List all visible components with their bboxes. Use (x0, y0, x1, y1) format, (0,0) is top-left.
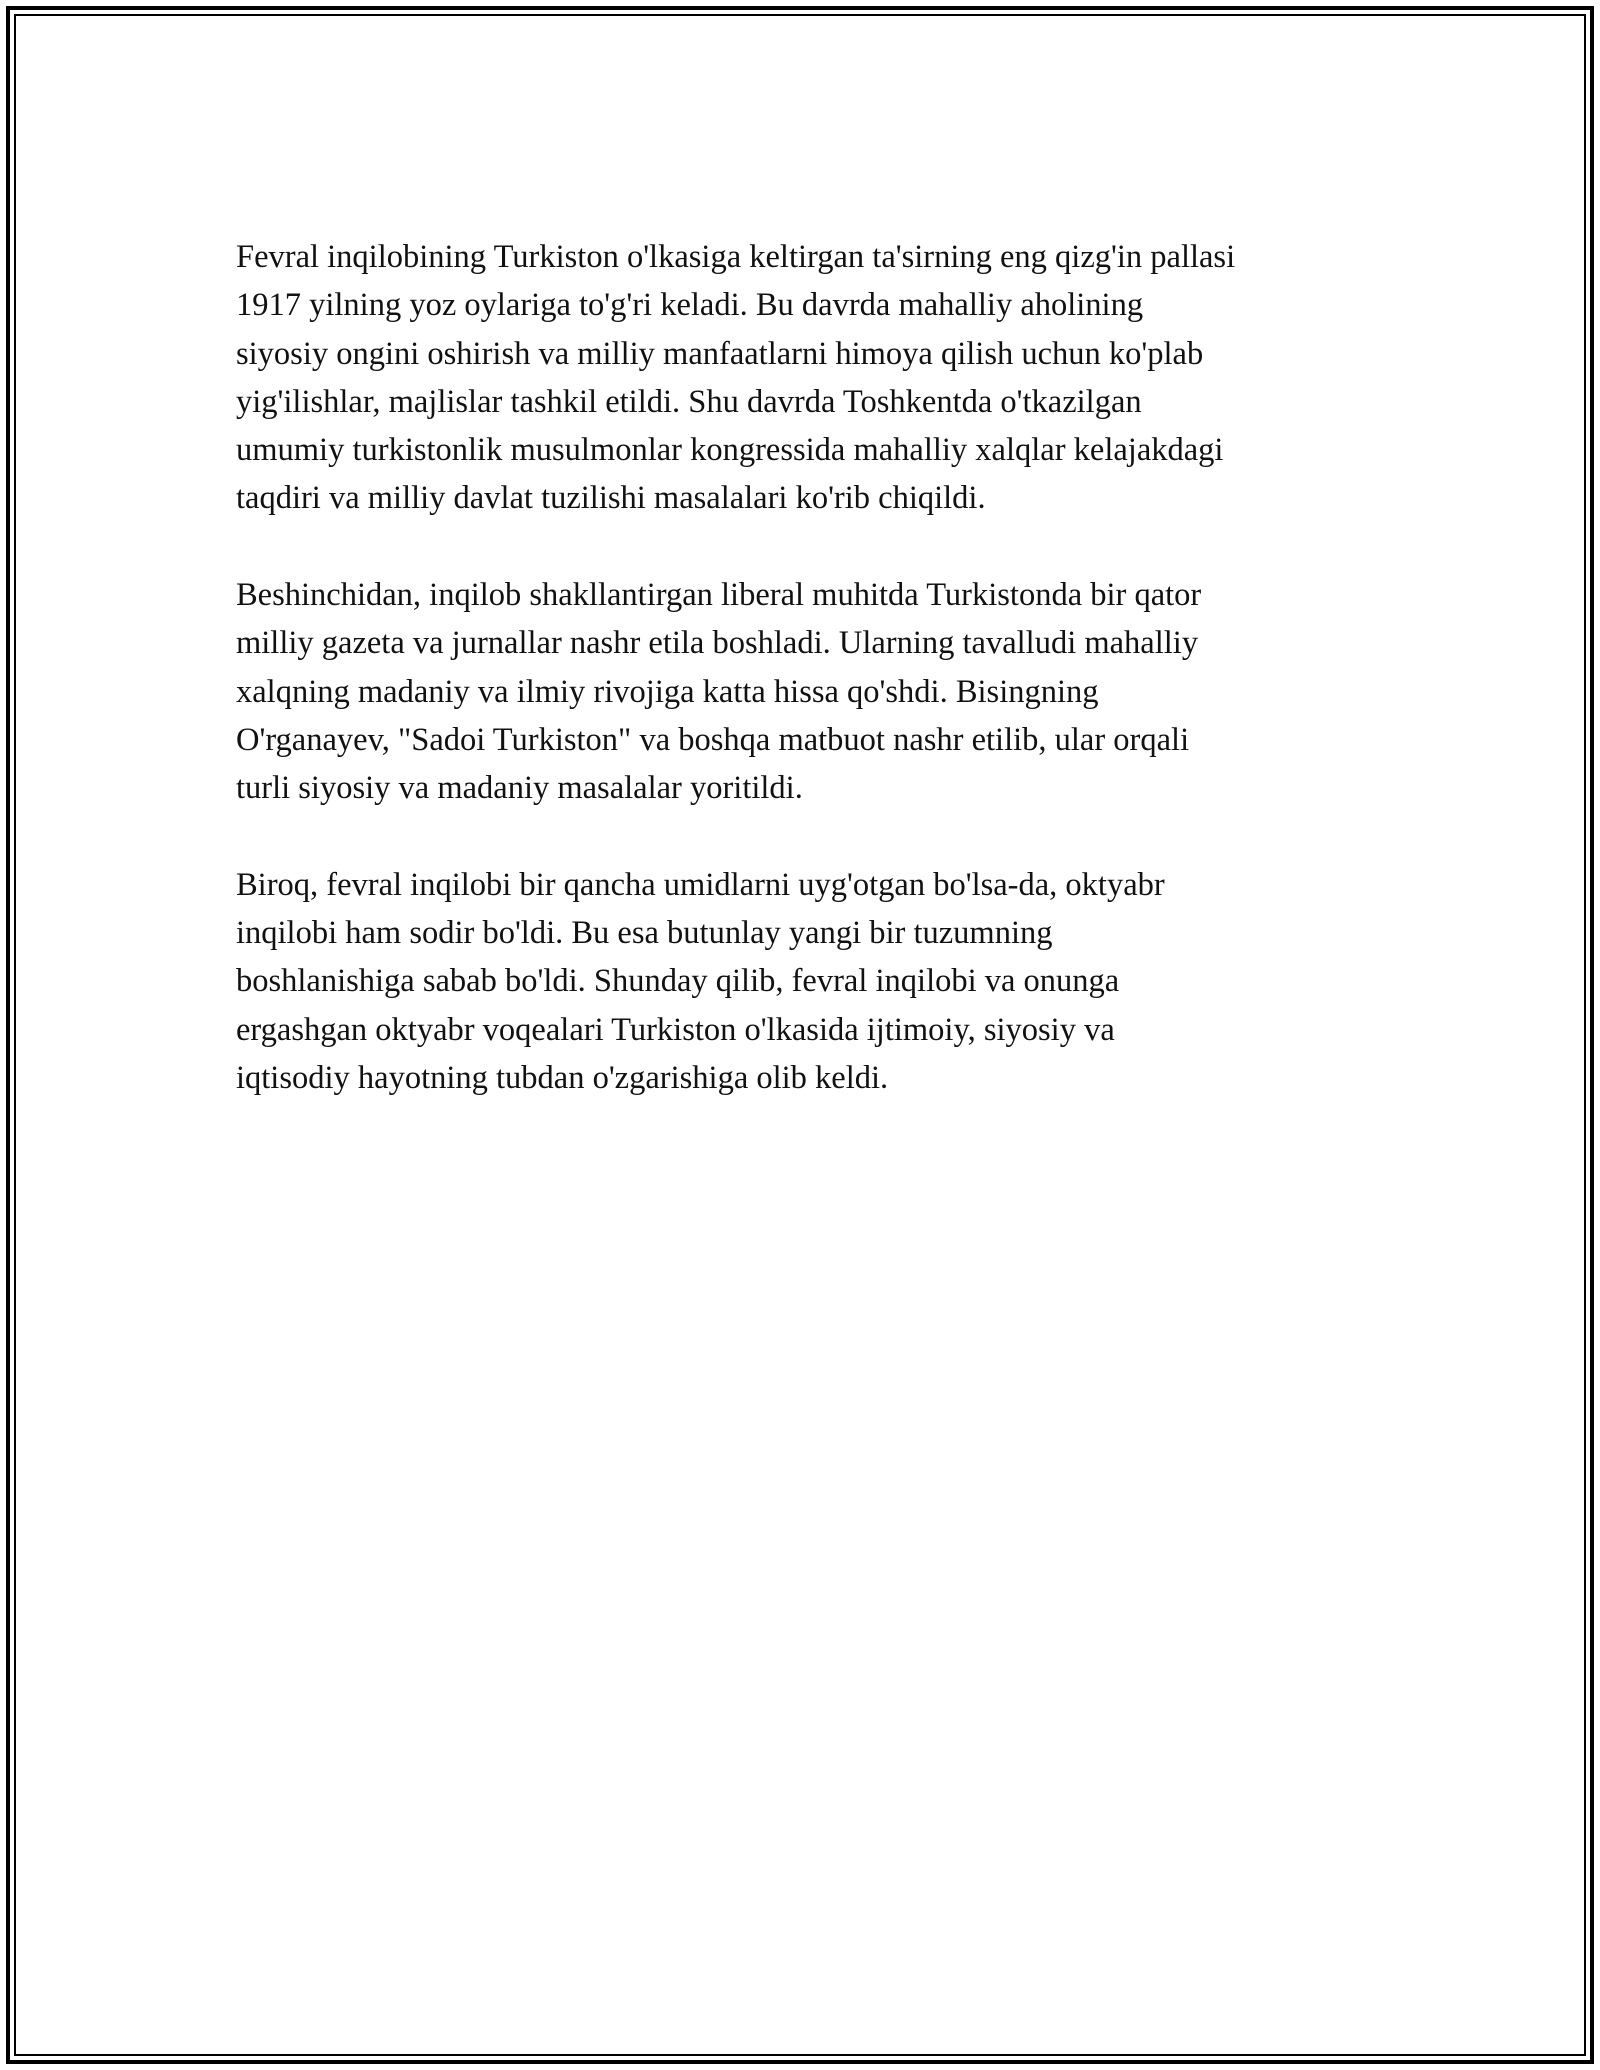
paragraph-3 (236, 861, 1386, 1102)
text-line: 1917 yilning yoz oylariga to'g'ri keladi. Bu davrda mahalliy aholining (236, 287, 1144, 324)
text-line: Fevral inqilobining Turkiston o'lkasiga keltirgan ta'sirning eng qizg'in pallasi (236, 239, 1236, 275)
text-line: milliy gazeta va jurnallar nashr etila boshladi. Ularning tavalludi mahalliy (236, 625, 1199, 662)
text-line: umumiy turkistonlik musulmonlar kongressida mahalliy xalqlar kelajakdagi (236, 432, 1224, 469)
text-line: turli siyosiy va madaniy masalalar yoritildi. (236, 770, 803, 807)
paragraph-1 (236, 233, 1386, 523)
text-line: Biroq, fevral inqilobi bir qancha umidlarni uyg'otgan bo'lsa-da, oktyabr (236, 866, 1165, 903)
text-line: Beshinchidan, inqilob shakllantirgan liberal muhitda Turkistonda bir qator (236, 577, 1202, 614)
document-body (236, 233, 1386, 1151)
paragraph-2 (236, 571, 1386, 812)
text-line: inqilobi ham sodir bo'ldi. Bu esa butunlay yangi bir tuzumning (236, 915, 1053, 952)
text-line: iqtisodiy hayotning tubdan o'zgarishiga olib keldi. (236, 1060, 889, 1097)
text-line: ergashgan oktyabr voqealari Turkiston o'lkasida ijtimoiy, siyosiy va (236, 1011, 1115, 1048)
text-line: taqdiri va milliy davlat tuzilishi masalalari ko'rib chiqildi. (236, 480, 986, 517)
text-line: xalqning madaniy va ilmiy rivojiga katta hissa qo'shdi. Bisingning (236, 673, 1099, 710)
text-line: siyosiy ongini oshirish va milliy manfaatlarni himoya qilish uchun ko'plab (236, 335, 1204, 372)
text-line: boshlanishiga sabab bo'ldi. Shunday qilib, fevral inqilobi va onunga (236, 963, 1120, 1000)
text-line: yig'ilishlar, majlislar tashkil etildi. Shu davrda Toshkentda o'tkazilgan (236, 383, 1142, 420)
text-line: O'rganayev, "Sadoi Turkiston" va boshqa matbuot nashr etilib, ular orqali (236, 721, 1190, 758)
